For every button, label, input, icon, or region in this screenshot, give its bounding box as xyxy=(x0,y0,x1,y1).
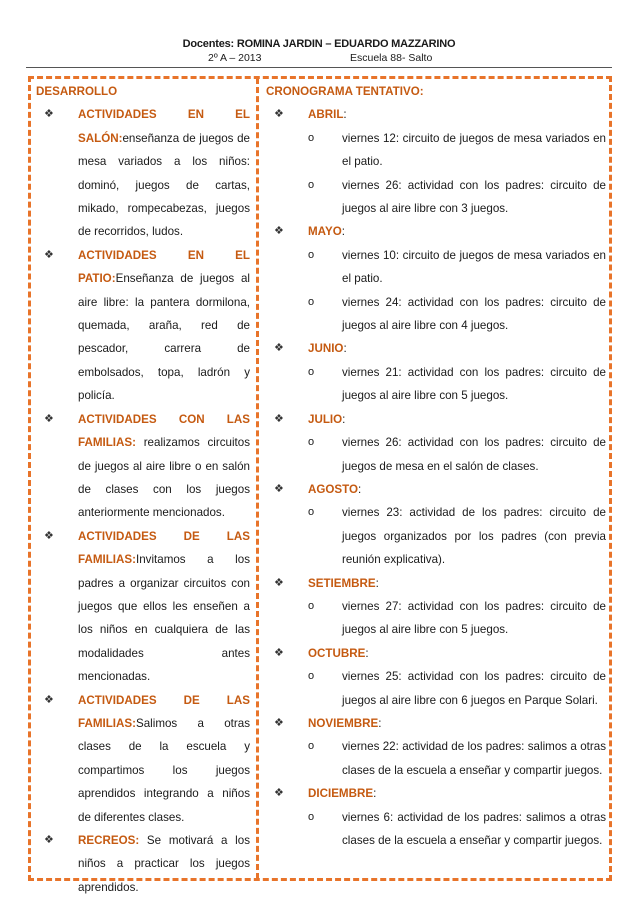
month-name-sep: : xyxy=(343,342,347,356)
diamond-bullet-icon: ❖ xyxy=(274,787,284,800)
month-name-sep: : xyxy=(343,108,347,122)
month-name: SETIEMBRE xyxy=(308,576,376,590)
schedule-entry-text: viernes 26: actividad con los padres: circuito de juegos de mesa en el salón de clases. xyxy=(342,436,606,473)
schedule-entry xyxy=(266,665,606,712)
header-teachers: Docentes: ROMINA JARDIN – EDUARDO MAZZARINO xyxy=(182,38,456,50)
activity-text: Invitamos a los padres a organizar circuitos con juegos que ellos les enseñen a los niños en cualquiera de las modalidades antes mencionadas. xyxy=(78,553,250,684)
schedule-entry-text: viernes 12: circuito de juegos de mesa variados en el patio. xyxy=(342,131,606,169)
circle-bullet-icon: o xyxy=(308,248,315,261)
schedule-entry-text: viernes 21: actividad con los padres: circuito de juegos al aire libre con 5 juegos. xyxy=(342,365,606,403)
circle-bullet-icon: o xyxy=(308,506,315,519)
schedule-entry-text: viernes 24: actividad con los padres: circuito de juegos al aire libre con 4 juegos. xyxy=(342,295,606,333)
diamond-bullet-icon: ❖ xyxy=(44,248,54,261)
diamond-bullet-icon: ❖ xyxy=(274,716,284,729)
activity-item xyxy=(36,829,250,899)
schedule-entry xyxy=(266,595,606,642)
circle-bullet-icon: o xyxy=(308,670,315,683)
diamond-bullet-icon: ❖ xyxy=(274,342,284,355)
activity-heading: ACTIVIDADES EN EL PATIO xyxy=(78,248,250,286)
schedule-entry xyxy=(266,806,606,853)
diamond-bullet-icon: ❖ xyxy=(44,834,54,846)
month-name: JUNIO xyxy=(308,342,344,356)
circle-bullet-icon: o xyxy=(308,810,315,823)
activity-heading-sep: : xyxy=(132,436,136,450)
diamond-bullet-icon: ❖ xyxy=(44,108,54,121)
activity-item xyxy=(36,103,250,243)
month-item xyxy=(266,782,606,805)
activity-heading: ACTIVIDADES DE LAS FAMILIAS xyxy=(78,529,250,567)
month-item xyxy=(266,408,606,431)
schedule-entry-text: viernes 23: actividad de los padres: circuito de juegos organizados por los padres (con previa reunión explicativa). xyxy=(342,506,606,567)
schedule-entry xyxy=(266,244,606,291)
month-name: DICIEMBRE xyxy=(308,787,374,801)
header-grade: 2º A – 2013 xyxy=(208,52,262,64)
activity-text: Enseñanza de juegos al aire libre: la pantera dormilona, quemada, araña, red de pescador, carrera de embolsados, topa, ladrón y policía. xyxy=(78,272,250,403)
month-name-sep: : xyxy=(373,787,377,801)
activity-heading: ACTIVIDADES EN EL SALÓN xyxy=(78,108,250,145)
left-column xyxy=(36,80,250,899)
month-item xyxy=(266,103,606,126)
diamond-bullet-icon: ❖ xyxy=(44,412,54,425)
section-title-cronograma: CRONOGRAMA TENTATIVO: xyxy=(266,85,424,98)
month-name-sep: : xyxy=(378,716,382,730)
activity-item xyxy=(36,525,250,689)
circle-bullet-icon: o xyxy=(308,740,315,753)
month-name-sep: : xyxy=(358,482,362,496)
circle-bullet-icon: o xyxy=(308,365,315,378)
month-name: MAYO xyxy=(308,225,342,239)
schedule-entry xyxy=(266,501,606,571)
month-name: OCTUBRE xyxy=(308,646,366,660)
activity-text: Salimos a otras clases de la escuela y compartimos los juegos aprendidos integrando a niños de diferentes clases. xyxy=(78,716,250,824)
activity-heading: RECREOS xyxy=(78,834,136,847)
activity-text: realizamos circuitos de juegos al aire libre o en salón de clases con los juegos anteriormente mencionados. xyxy=(78,436,250,520)
schedule-entry-text: viernes 6: actividad de los padres: salimos a otras clases de la escuela a enseñar y compartir juegos. xyxy=(342,810,606,847)
schedule-entry xyxy=(266,127,606,174)
month-name: NOVIEMBRE xyxy=(308,716,379,730)
diamond-bullet-icon: ❖ xyxy=(274,225,284,238)
month-item xyxy=(266,478,606,501)
month-item xyxy=(266,712,606,735)
activity-heading: ACTIVIDADES CON LAS FAMILIAS xyxy=(78,412,250,450)
month-name: AGOSTO xyxy=(308,482,359,496)
activity-heading-sep: : xyxy=(118,131,123,145)
circle-bullet-icon: o xyxy=(308,599,315,612)
month-name-sep: : xyxy=(342,412,346,426)
month-name: ABRIL xyxy=(308,108,344,122)
circle-bullet-icon: o xyxy=(308,131,315,144)
activity-text: enseñanza de juegos de mesa variados a los niños: dominó, juegos de cartas, mikado, rompecabezas, juegos de recorridos, ludos. xyxy=(78,131,250,239)
activity-item xyxy=(36,689,250,829)
circle-bullet-icon: o xyxy=(308,178,315,191)
schedule-entry xyxy=(266,291,606,338)
schedule-entry xyxy=(266,174,606,221)
activity-heading-sep: : xyxy=(135,834,140,847)
month-name-sep: : xyxy=(341,225,345,239)
diamond-bullet-icon: ❖ xyxy=(44,529,54,542)
schedule-entry-text: viernes 22: actividad de los padres: salimos a otras clases de la escuela a enseñar y compartir juegos. xyxy=(342,740,606,777)
right-column xyxy=(266,80,606,852)
activity-item xyxy=(36,408,250,525)
activity-heading: ACTIVIDADES DE LAS FAMILIAS xyxy=(78,693,250,730)
month-item xyxy=(266,220,606,243)
month-item xyxy=(266,337,606,360)
activity-text: Se motivará a los niños a practicar los juegos aprendidos. xyxy=(78,834,250,894)
schedule-entry-text: viernes 26: actividad con los padres: circuito de juegos al aire libre con 3 juegos. xyxy=(342,178,606,216)
schedule-entry xyxy=(266,735,606,782)
diamond-bullet-icon: ❖ xyxy=(274,646,284,659)
schedule-entry xyxy=(266,431,606,478)
month-name-sep: : xyxy=(375,576,379,590)
schedule-entry-text: viernes 27: actividad con los padres: circuito de juegos al aire libre con 5 juegos. xyxy=(342,599,606,637)
diamond-bullet-icon: ❖ xyxy=(274,108,284,121)
circle-bullet-icon: o xyxy=(308,295,315,308)
month-item xyxy=(266,642,606,665)
schedule-entry-text: viernes 10: circuito de juegos de mesa variados en el patio. xyxy=(342,248,606,286)
schedule-entry xyxy=(266,361,606,408)
diamond-bullet-icon: ❖ xyxy=(274,576,284,589)
diamond-bullet-icon: ❖ xyxy=(274,482,284,495)
month-item xyxy=(266,572,606,595)
header-rule xyxy=(26,67,612,68)
column-divider xyxy=(256,78,259,879)
activity-heading-sep: : xyxy=(111,272,116,286)
activity-heading-sep: : xyxy=(132,553,136,567)
month-name-sep: : xyxy=(365,646,369,660)
schedule-entry-text: viernes 25: actividad con los padres: circuito de juegos al aire libre con 6 juegos en Parque Solari. xyxy=(342,670,606,707)
activity-heading-sep: : xyxy=(132,716,136,730)
month-name: JULIO xyxy=(308,412,343,426)
header-school: Escuela 88- Salto xyxy=(350,52,433,64)
circle-bullet-icon: o xyxy=(308,436,315,449)
diamond-bullet-icon: ❖ xyxy=(274,412,284,425)
section-title-desarrollo: DESARROLLO xyxy=(36,85,118,98)
activity-item xyxy=(36,244,250,408)
diamond-bullet-icon: ❖ xyxy=(44,693,54,706)
